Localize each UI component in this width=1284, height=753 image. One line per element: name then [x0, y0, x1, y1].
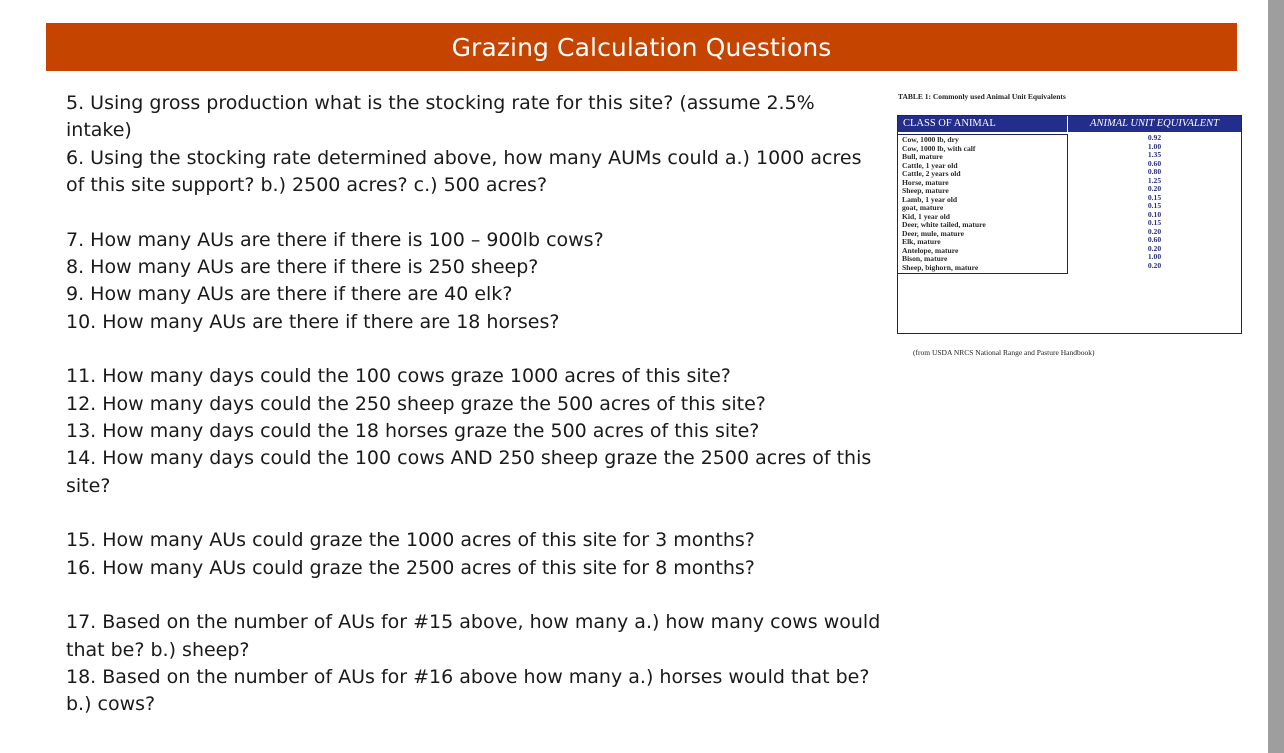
animal-class-cell: Kid, 1 year old — [902, 211, 950, 221]
question-item: 9. How many AUs are there if there are 40 elk? — [66, 283, 513, 306]
aue-value-cell: 0.15 — [1147, 192, 1162, 202]
animal-class-cell: Deer, mule, mature — [902, 228, 964, 238]
question-item: 12. How many days could the 250 sheep graze the 500 acres of this site? — [66, 392, 766, 415]
animal-unit-table — [897, 115, 1242, 334]
table-header-row — [898, 116, 1241, 132]
aue-value-cell: 0.20 — [1147, 260, 1162, 270]
aue-value-cell: 0.60 — [1147, 235, 1162, 244]
question-item: 15. How many AUs could graze the 1000 acres of this site for 3 months? — [66, 529, 755, 552]
aue-value-cell: 0.60 — [1147, 158, 1162, 168]
aue-value-cell: 0.20 — [1147, 184, 1162, 193]
question-item: 17. Based on the number of AUs for #15 above, how many a.) how many cows would that be? b.) sheep? — [66, 611, 881, 661]
aue-value-cell: 0.15 — [1147, 218, 1162, 227]
animal-class-cell: Bull, mature — [902, 152, 943, 161]
animal-class-cell: Sheep, mature — [902, 186, 949, 195]
scrollbar-track[interactable] — [1268, 0, 1284, 753]
aue-value-cell: 1.25 — [1147, 175, 1162, 185]
questions-list — [66, 90, 884, 716]
column-header-aue: ANIMAL UNIT EQUIVALENT — [1090, 118, 1219, 129]
table-caption: TABLE 1: Commonly used Animal Unit Equivalents — [898, 92, 1066, 101]
animal-class-cell: Cattle, 1 year old — [902, 160, 958, 170]
aue-value-cell: 0.15 — [1147, 201, 1162, 210]
animal-class-cell: Lamb, 1 year old — [902, 194, 958, 204]
page-title: Grazing Calculation Questions — [46, 23, 1237, 71]
question-item: 11. How many days could the 100 cows graze 1000 acres of this site? — [66, 365, 731, 388]
question-group — [66, 363, 884, 500]
animal-class-cell: Elk, mature — [902, 237, 941, 246]
animal-class-cell: Antelope, mature — [902, 245, 959, 255]
aue-value-cell: 1.35 — [1147, 150, 1162, 159]
question-item: 18. Based on the number of AUs for #16 above how many a.) horses would that be? b.) cows? — [66, 665, 870, 716]
aue-value-cell: 0.10 — [1147, 209, 1162, 219]
aue-value-cell: 0.92 — [1147, 133, 1162, 142]
aue-value-cell: 1.00 — [1147, 252, 1162, 261]
aue-value-cell: 0.80 — [1147, 167, 1162, 176]
animal-class-cell: Bison, mature — [902, 254, 948, 263]
question-item: 8. How many AUs are there if there is 250 sheep? — [66, 256, 539, 279]
animal-class-cell: Sheep, bighorn, mature — [902, 262, 979, 272]
question-item: 7. How many AUs are there if there is 100 – 900lb cows? — [66, 228, 604, 251]
animal-class-cell: Horse, mature — [902, 177, 949, 187]
animal-class-cell: goat, mature — [902, 203, 944, 212]
table-source-note: (from USDA NRCS National Range and Pasture Handbook) — [913, 348, 1095, 357]
question-item: 5. Using gross production what is the stocking rate for this site? (assume 2.5% intake) — [66, 92, 815, 142]
aue-value-cell: 0.20 — [1147, 226, 1162, 236]
animal-class-cell: Cow, 1000 lb, dry — [902, 135, 959, 144]
animal-class-cell: Cattle, 2 years old — [902, 169, 961, 178]
question-group — [66, 609, 884, 719]
question-item: 6. Using the stocking rate determined above, how many AUMs could a.) 1000 acres of this site support? b.) 2500 acres? c.) 500 acres? — [66, 146, 862, 197]
animal-class-column — [898, 134, 1068, 274]
question-group — [66, 527, 884, 582]
aue-value-cell: 0.20 — [1147, 243, 1162, 253]
question-group — [66, 90, 884, 200]
question-item: 10. How many AUs are there if there are 18 horses? — [66, 310, 560, 333]
aue-value-cell: 1.00 — [1147, 141, 1162, 151]
aue-column — [1068, 134, 1241, 274]
question-group — [66, 227, 884, 337]
question-item: 14. How many days could the 100 cows AND 250 sheep graze the 2500 acres of this site? — [66, 447, 872, 497]
column-header-class: CLASS OF ANIMAL — [898, 116, 1068, 132]
table-body — [898, 134, 1241, 274]
animal-class-cell: Deer, white tailed, mature — [902, 220, 986, 229]
animal-class-cell: Cow, 1000 lb, with calf — [902, 143, 976, 153]
question-item: 16. How many AUs could graze the 2500 acres of this site for 8 months? — [66, 556, 755, 579]
question-item: 13. How many days could the 18 horses graze the 500 acres of this site? — [66, 420, 760, 443]
